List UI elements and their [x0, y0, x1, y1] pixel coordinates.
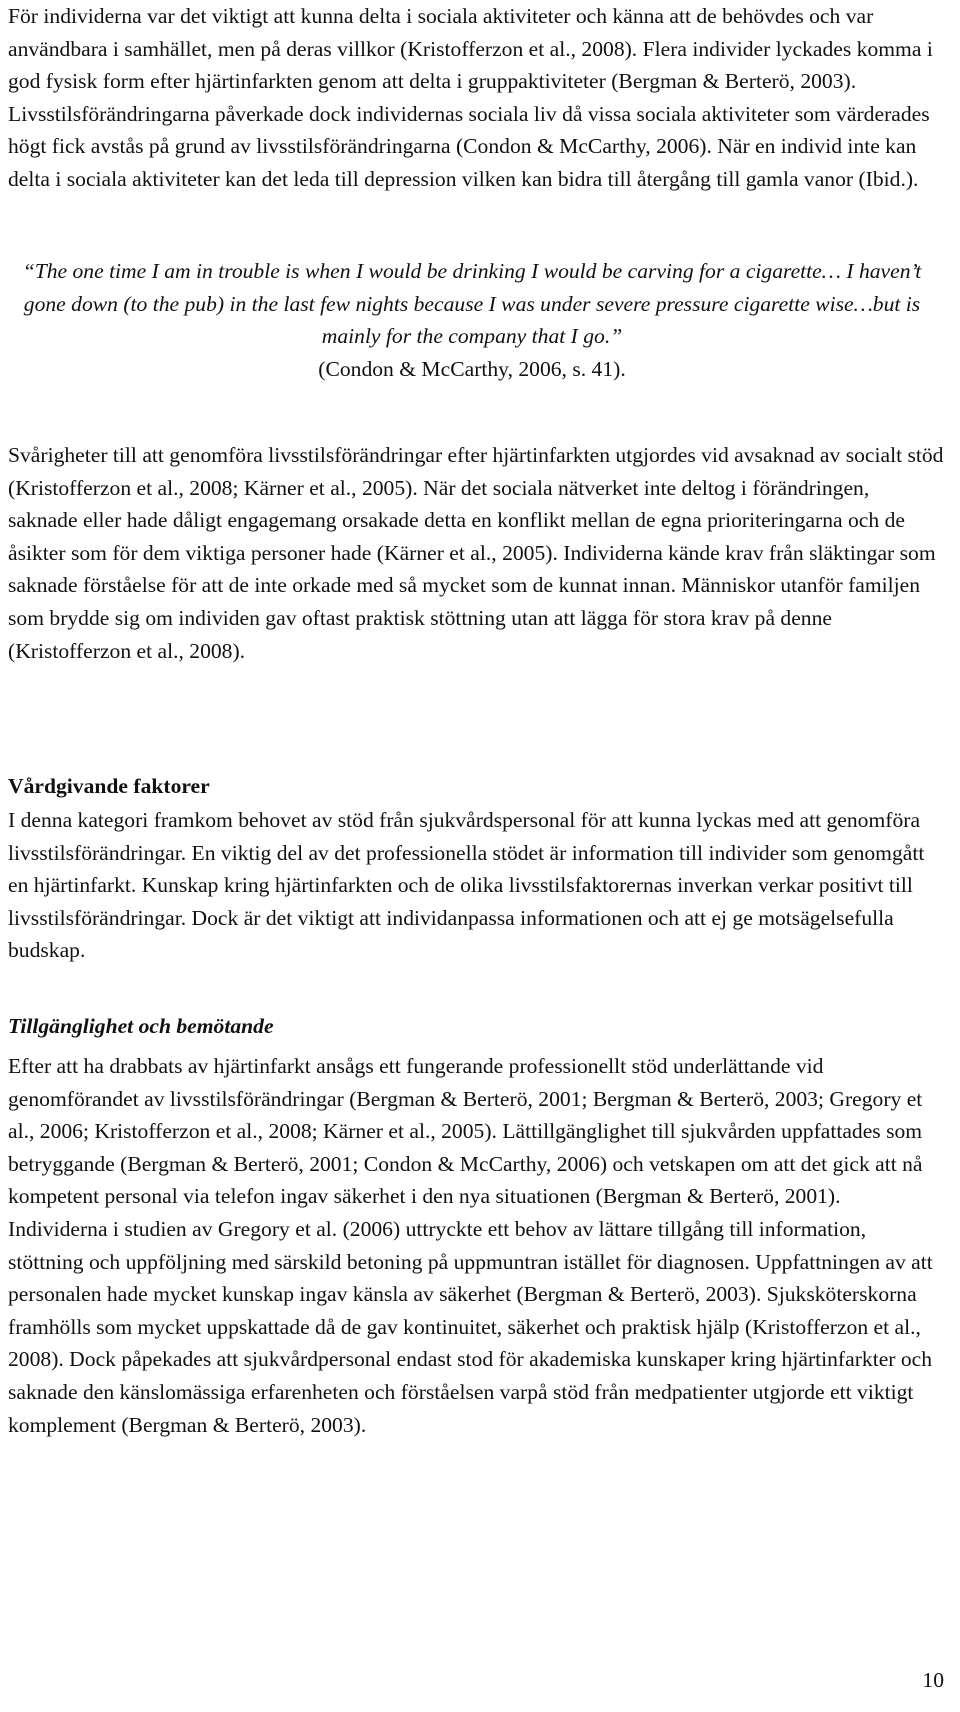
body-paragraph-care-factors: I denna kategori framkom behovet av stöd från sjukvårdspersonal för att kunna lyckas med att genomföra livsstilsförändringar. En viktig del av det professionella stödet är information till individer som genomgått en hjärtinfarkt. Kunskap kring hjärtinfarkten och de olika livsstilsfaktorernas inverkan verkar positivt till livsstilsförändringar. Dock är det viktigt att individanpassa informationen och att ej ge motsägelsefulla budskap.: [8, 808, 925, 963]
page-number: 10: [922, 1668, 944, 1692]
subsection-heading: Tillgänglighet och bemötande: [8, 1014, 274, 1038]
section-heading: Vårdgivande faktorer: [8, 774, 210, 798]
body-paragraph-accessibility: Efter att ha drabbats av hjärtinfarkt ansågs ett fungerande professionellt stöd underlättande vid genomförandet av livsstilsförändringar (Bergman & Berterö, 2001; Bergman & Berterö, 2003; Gregory et al., 2006; Kristofferzon et al., 2008; Kärner et al., 2005). Lättillgänglighet till sjukvården uppfattades som betryggande (Bergman & Berterö, 2001; Condon & McCarthy, 2006) och vetskapen om att det gick att nå kompetent personal via telefon ingav säkerhet i den nya situationen (Bergman & Berterö, 2001). Individerna i studien av Gregory et al. (2006) uttryckte ett behov av lättare tillgång till information, stöttning och uppföljning med särskild betoning på uppmuntran istället för diagnosen. Uppfattningen av att personalen hade mycket kunskap ingav känsla av säkerhet (Bergman & Berterö, 2003). Sjuksköterskorna framhölls som mycket uppskattade då de gav kontinuitet, säkerhet och praktisk hjälp (Kristofferzon et al., 2008). Dock påpekades att sjukvårdpersonal endast stod för akademiska kunskaper kring hjärtinfarkter och saknade den känslomässiga erfarenheten och förståelsen varpå stöd från medpatienter utgjorde ett viktigt komplement (Bergman & Berterö, 2003).: [8, 1054, 933, 1437]
body-paragraph-social-activities: För individerna var det viktigt att kunna delta i sociala aktiviteter och känna att de behövdes och var användbara i samhället, men på deras villkor (Kristofferzon et al., 2008). Flera individer lyckades komma i god fysisk form efter hjärtinfarkten genom att delta i gruppaktiviteter (Bergman & Berterö, 2003). Livsstilsförändringarna påverkade dock individernas sociala liv då vissa sociala aktiviteter som värderades högt fick avstås på grund av livsstilsförändringarna (Condon & McCarthy, 2006). När en individ inte kan delta i sociala aktiviteter kan det leda till depression vilken kan bidra till återgång till gamla vanor (Ibid.).: [8, 4, 933, 191]
quote-citation: (Condon & McCarthy, 2006, s. 41).: [318, 356, 626, 381]
interview-quote: [0, 255, 944, 385]
body-paragraph-social-support: Svårigheter till att genomföra livsstilsförändringar efter hjärtinfarkten utgjordes vid avsaknad av socialt stöd (Kristofferzon et al., 2008; Kärner et al., 2005). När det sociala nätverket inte deltog i förändringen, saknade eller hade dåligt engagemang orsakade detta en konflikt mellan de egna prioriteringarna och de åsikter som för dem viktiga personer hade (Kärner et al., 2005). Individerna kände krav från släktingar som saknade förståelse för att de inte orkade med så mycket som de kunnat innan. Människor utanför familjen som brydde sig om individen gav oftast praktisk stöttning utan att lägga för stora krav på denne (Kristofferzon et al., 2008).: [8, 443, 944, 663]
quote-text: “The one time I am in trouble is when I would be drinking I would be carving for a cigarette… I haven’t gone down (to the pub) in the last few nights because I was under severe pressure cigarette wise…but is mainly for the company that I go.”: [22, 259, 922, 349]
